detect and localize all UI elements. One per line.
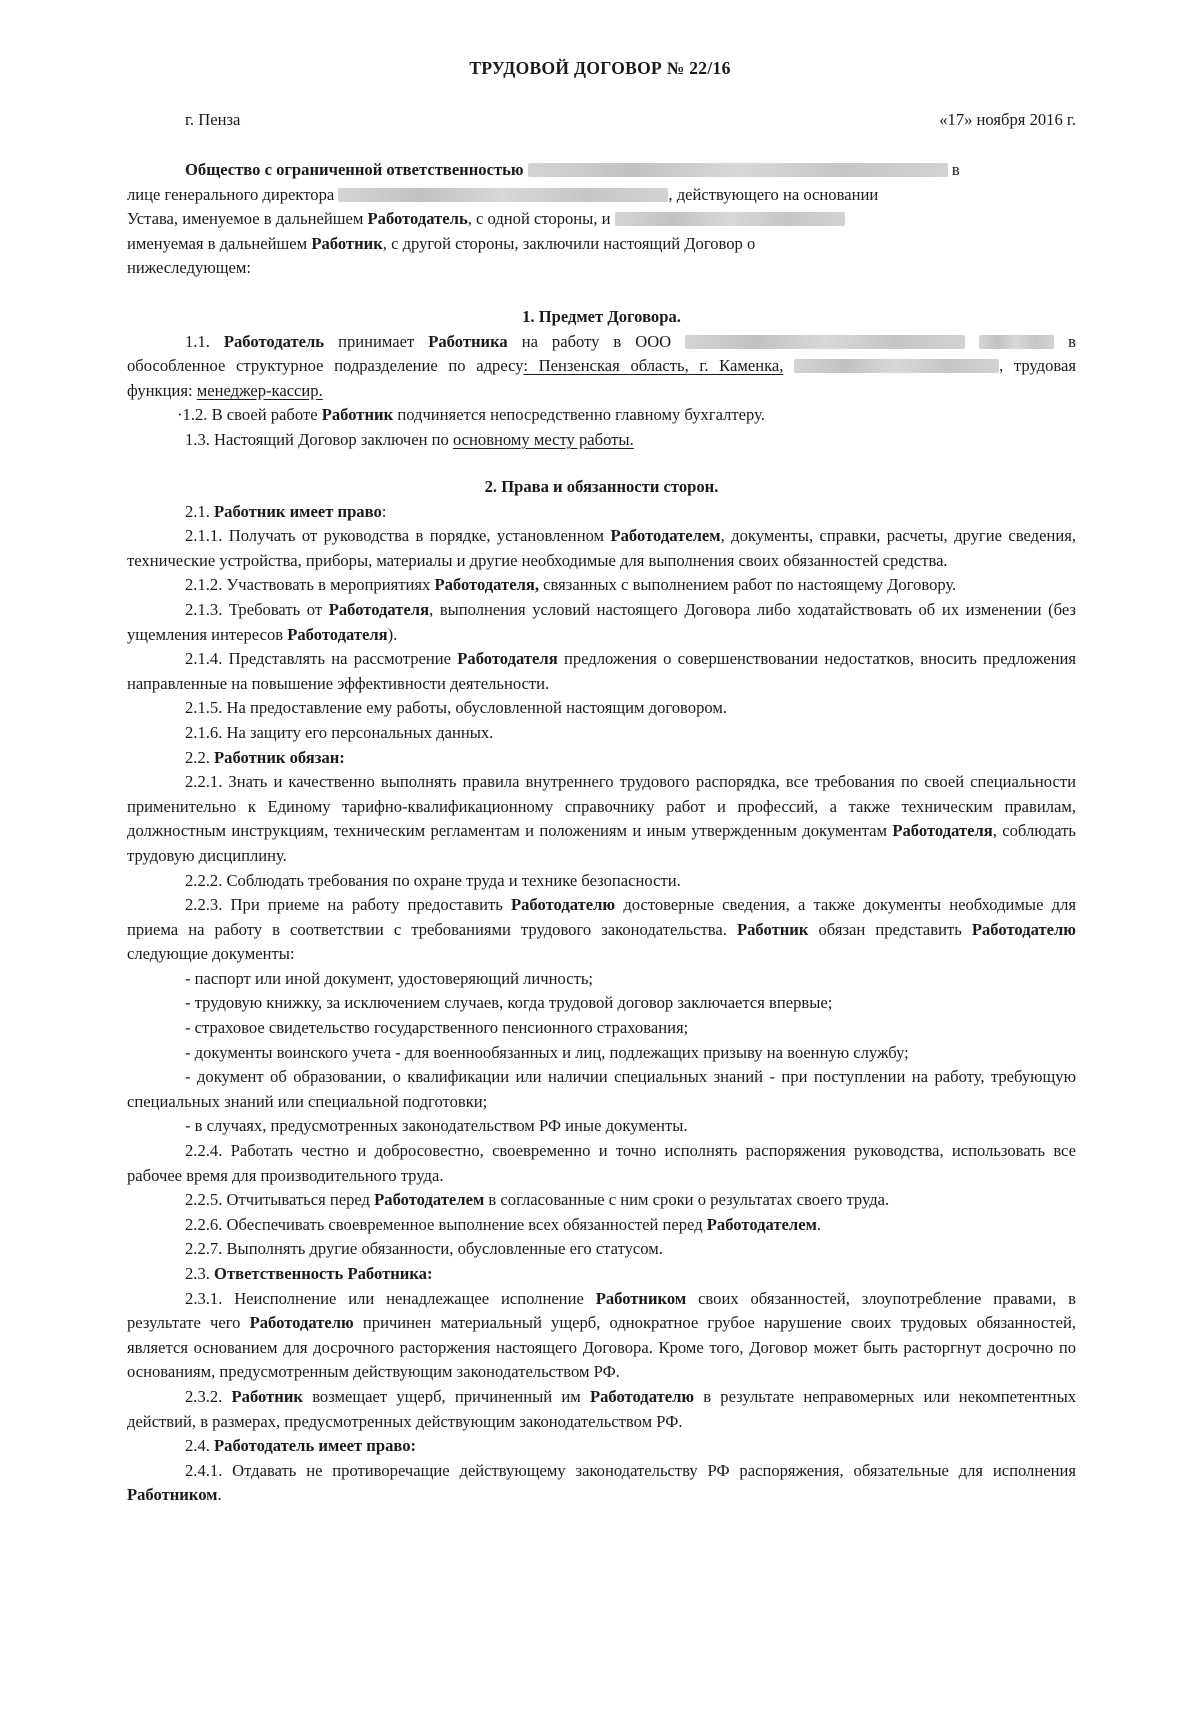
clause-2-4-1: 2.4.1. Отдавать не противоречащие действующему законодательству РФ распоряжения, обязательные для исполнения Работником.: [127, 1460, 1076, 1505]
clause-2-1-4: 2.1.4. Представлять на рассмотрение Работодателя предложения о совершенствовании недостатков, вносить предложения направленные на повышение эффективности деятельности.: [127, 649, 1076, 693]
redacted-address: [794, 359, 999, 373]
list-item: - паспорт или иной документ, удостоверяющий личность;: [185, 968, 594, 988]
clause-2-1: 2.1. Работник имеет право:: [185, 501, 387, 521]
intro-line-5: нижеследующем:: [127, 258, 251, 278]
clause-2-2-6: 2.2.6. Обеспечивать своевременное выполнение всех обязанностей перед Работодателем.: [185, 1214, 822, 1234]
clause-1-1: 1.1. Работодатель принимает Работника на работу в ООО в обособленное структурное подразделение по адресу: Пензенская область, г. Каменка, , трудовая функция: менеджер-кассир.: [127, 331, 1077, 400]
intro-line-4: именуемая в дальнейшем Работник, с другой стороны, заключили настоящий Договор о: [127, 233, 756, 253]
list-item: - в случаях, предусмотренных законодательством РФ иные документы.: [185, 1116, 688, 1136]
clause-2-4: 2.4. Работодатель имеет право:: [185, 1436, 417, 1456]
redacted-employee-name: [615, 212, 845, 226]
intro-line-3: Устава, именуемое в дальнейшем Работодатель, с одной стороны, и: [127, 207, 1076, 232]
list-item: - документы воинского учета - для военнообязанных и лиц, подлежащих призыву на военную службу;: [185, 1042, 909, 1062]
list-item: - страховое свидетельство государственного пенсионного страхования;: [185, 1018, 689, 1038]
section-1-heading: 1. Предмет Договора.: [522, 307, 681, 326]
redacted-director-name: [338, 188, 668, 202]
clause-2-1-5: 2.1.5. На предоставление ему работы, обусловленной настоящим договором.: [185, 698, 728, 718]
intro-line-1: Общество с ограниченной ответственностью в: [185, 160, 960, 179]
clause-2-2-5: 2.2.5. Отчитываться перед Работодателем в согласованные с ним сроки о результатах своего труда.: [185, 1190, 890, 1210]
clause-1-3: 1.3. Настоящий Договор заключен по основному месту работы.: [185, 429, 634, 449]
clause-2-2: 2.2. Работник обязан:: [185, 747, 345, 767]
section-1: [127, 305, 1076, 453]
intro-line-2: лице генерального директора , действующего на основании: [127, 184, 879, 204]
clause-2-1-6: 2.1.6. На защиту его персональных данных.: [185, 722, 494, 742]
document-title: ТРУДОВОЙ ДОГОВОР № 22/16: [469, 58, 731, 78]
intro-paragraph: [127, 158, 1076, 281]
company-prefix: Общество с ограниченной ответственностью: [185, 160, 524, 179]
document-city: г. Пенза: [185, 110, 241, 129]
redacted-company-name-2: [685, 335, 965, 349]
redacted-company-name: [528, 163, 948, 177]
clause-2-2-4: 2.2.4. Работать честно и добросовестно, своевременно и точно исполнять распоряжения руководства, использовать все рабочее время для производительного труда.: [127, 1141, 1076, 1185]
document-date: «17» ноября 2016 г.: [939, 110, 1076, 129]
clause-2-2-2: 2.2.2. Соблюдать требования по охране труда и технике безопасности.: [185, 870, 681, 890]
redacted-company-name-3: [979, 335, 1054, 349]
clause-2-1-3: 2.1.3. Требовать от Работодателя, выполнения условий настоящего Договора либо ходатайствовать об их изменении (без ущемления интересов Работодателя).: [127, 599, 1076, 644]
clause-2-2-3: 2.2.3. При приеме на работу предоставить Работодателю достоверные сведения, а также документы необходимые для приема на работу в соответствии с требованиями трудового законодательства. Работник обязан представить Работодателю следующие документы:: [127, 895, 1076, 964]
clause-2-3: 2.3. Ответственность Работника:: [185, 1264, 433, 1283]
clause-2-3-2: 2.3.2. Работник возмещает ущерб, причиненный им Работодателю в результате неправомерных или некомпетентных действий, в размерах, предусмотренных действующим законодательством РФ.: [127, 1386, 1077, 1431]
section-2: [127, 475, 1076, 1508]
clause-2-1-2: 2.1.2. Участвовать в мероприятиях Работодателя, связанных с выполнением работ по настоящему Договору.: [185, 575, 957, 595]
list-item: - документ об образовании, о квалификации или наличии специальных знаний - при поступлении на работу, требующую специальных знаний или специальной подготовки;: [127, 1067, 1076, 1111]
clause-2-2-1: 2.2.1. Знать и качественно выполнять правила внутреннего трудового распорядка, все требования по своей специальности применительно к Единому тарифно-квалификационному справочнику работ и профессий, а также техническим правилам, должностным инструкциям, техническим регламентам и положениям и иным утвержденным документам Работодателя, соблюдать трудовую дисциплину.: [127, 772, 1076, 865]
list-item: - трудовую книжку, за исключением случаев, когда трудовой договор заключается впервые;: [185, 993, 833, 1013]
clause-2-1-1: 2.1.1. Получать от руководства в порядке, установленном Работодателем, документы, справки, расчеты, другие сведения, технические устройства, приборы, материалы и другие необходимые для выполнения своих обязанностей средства.: [127, 526, 1076, 570]
clause-1-2: ·1.2. В своей работе Работник подчиняется непосредственно главному бухгалтеру.: [177, 405, 765, 425]
clause-2-3-1: 2.3.1. Неисполнение или ненадлежащее исполнение Работником своих обязанностей, злоупотребление правами, в результате чего Работодателю причинен материальный ущерб, однократное грубое нарушение своих трудовых обязанностей, является основанием для досрочного расторжения настоящего Договора. Кроме того, Договор может быть расторгнут досрочно по основаниям, предусмотренным действующим законодательством РФ.: [127, 1288, 1076, 1382]
section-2-heading: 2. Права и обязанности сторон.: [484, 477, 719, 496]
clause-2-2-7: 2.2.7. Выполнять другие обязанности, обусловленные его статусом.: [185, 1239, 663, 1259]
